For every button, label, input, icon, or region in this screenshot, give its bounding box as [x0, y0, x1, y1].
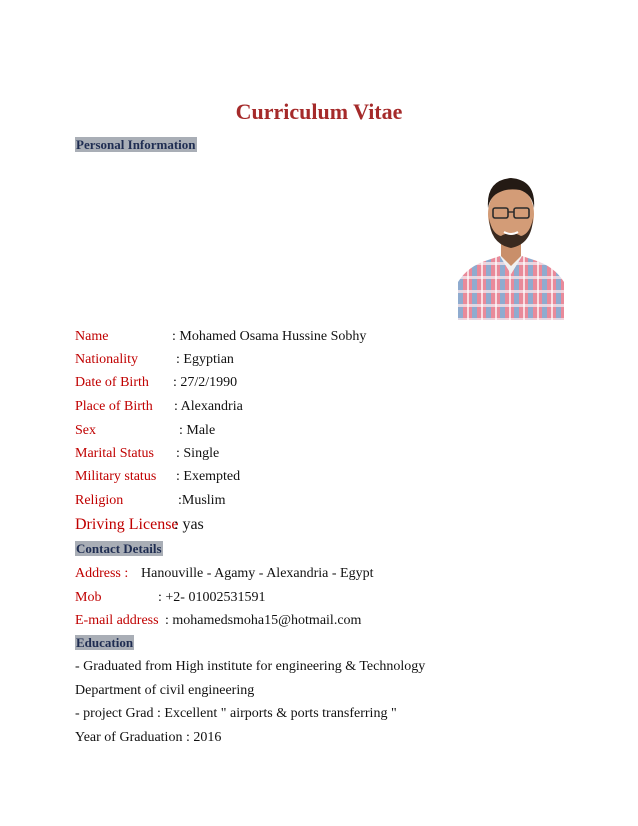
section-heading-education: Education [76, 635, 134, 650]
religion-label: Religion [75, 493, 124, 508]
marital-value: : Single [176, 446, 220, 461]
name-label: Name [75, 329, 109, 344]
education-line-2: Department of civil engineering [75, 683, 255, 698]
document-title: Curriculum Vitae [235, 99, 403, 124]
section-heading-contact: Contact Details [76, 541, 162, 556]
address-label: Address : [75, 566, 129, 581]
email-label: E-mail address [75, 613, 159, 628]
nationality-label: Nationality [75, 352, 138, 367]
section-heading-personal: Personal Information [76, 137, 196, 152]
military-value: : Exempted [176, 469, 241, 484]
mob-value: : +2- 01002531591 [158, 590, 266, 605]
sex-value: : Male [179, 423, 216, 438]
mob-label: Mob [75, 590, 102, 605]
pob-value: : Alexandria [174, 399, 243, 414]
education-line-3: - project Grad : Excellent " airports & ports transferring " [75, 706, 397, 721]
pob-label: Place of Birth [75, 399, 153, 414]
dob-value: : 27/2/1990 [173, 375, 238, 390]
marital-label: Marital Status [75, 446, 154, 461]
education-line-1: - Graduated from High institute for engineering & Technology [75, 659, 426, 674]
name-value: : Mohamed Osama Hussine Sobhy [172, 329, 367, 344]
driving-value: : yas [174, 516, 204, 533]
nationality-value: : Egyptian [176, 352, 234, 367]
religion-value: :Muslim [178, 493, 226, 508]
education-line-4: Year of Graduation : 2016 [75, 730, 222, 745]
email-value: : mohamedsmoha15@hotmail.com [165, 613, 362, 628]
dob-label: Date of Birth [75, 375, 149, 390]
profile-photo [458, 170, 564, 320]
address-value: Hanouville - Agamy - Alexandria - Egypt [141, 566, 374, 581]
sex-label: Sex [75, 423, 96, 438]
military-label: Military status [75, 469, 157, 484]
driving-label: Driving License [75, 516, 179, 533]
